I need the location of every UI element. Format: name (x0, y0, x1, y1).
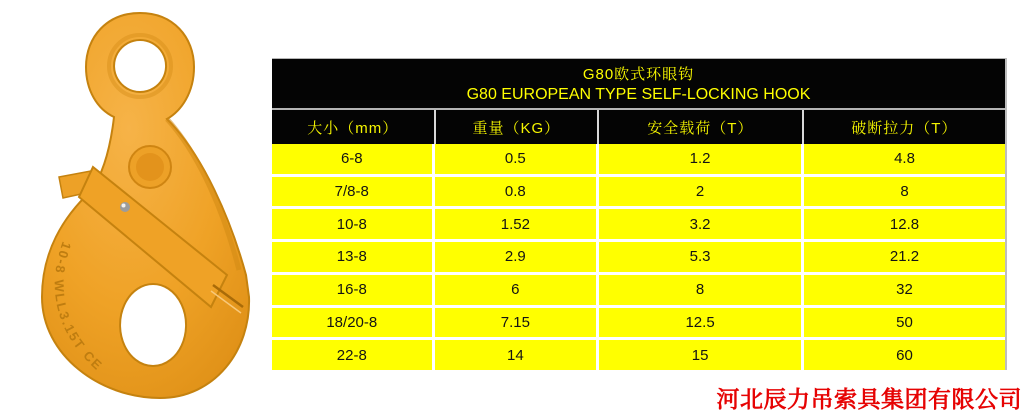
product-photo-hook-icon (15, 5, 265, 410)
table-cell: 16-8 (272, 275, 432, 305)
column-header: 重量（KG） (434, 110, 598, 144)
table-cell: 18/20-8 (272, 308, 432, 338)
company-name: 河北辰力吊索具集团有限公司 (716, 387, 1022, 412)
table-row (272, 144, 1005, 174)
table-cell: 0.8 (435, 177, 597, 207)
table-cell: 12.5 (599, 308, 801, 338)
table-title (272, 59, 1005, 110)
table-cell: 22-8 (272, 340, 432, 370)
table-cell: 4.8 (804, 144, 1005, 174)
table-row (272, 340, 1005, 370)
table-row (272, 308, 1005, 338)
column-header: 安全载荷（T） (597, 110, 801, 144)
table-cell: 1.52 (435, 209, 597, 239)
table-cell: 0.5 (435, 144, 597, 174)
table-cell: 2.9 (435, 242, 597, 272)
table-cell: 6 (435, 275, 597, 305)
table-cell: 21.2 (804, 242, 1005, 272)
hook-embossed-text: 10-8 WLL3.15T CE (51, 240, 107, 374)
table-cell: 3.2 (599, 209, 801, 239)
table-cell: 8 (804, 177, 1005, 207)
table-row (272, 209, 1005, 239)
table-cell: 1.2 (599, 144, 801, 174)
table-row (272, 275, 1005, 305)
spec-table (272, 58, 1007, 370)
column-header: 破断拉力（T） (802, 110, 1005, 144)
table-cell: 15 (599, 340, 801, 370)
latch-pin (120, 202, 130, 212)
table-row (272, 177, 1005, 207)
latch-pin-highlight (122, 204, 126, 208)
table-cell: 5.3 (599, 242, 801, 272)
table-cell: 2 (599, 177, 801, 207)
table-cell: 8 (599, 275, 801, 305)
table-row (272, 242, 1005, 272)
table-cell: 12.8 (804, 209, 1005, 239)
column-header: 大小（mm） (307, 119, 399, 137)
table-title-cn: G80欧式环眼钩 (582, 66, 695, 83)
table-cell: 10-8 (272, 209, 432, 239)
table-cell: 7/8-8 (272, 177, 432, 207)
table-cell: 32 (804, 275, 1005, 305)
eye-inner-shadow (109, 35, 171, 97)
table-title-en: G80 EUROPEAN TYPE SELF-LOCKING HOOK (466, 86, 811, 103)
table-cell: 50 (804, 308, 1005, 338)
table-header-row (272, 110, 1005, 144)
table-cell: 6-8 (272, 144, 432, 174)
table-cell: 13-8 (272, 242, 432, 272)
table-cell: 14 (435, 340, 597, 370)
table-cell: 7.15 (435, 308, 597, 338)
table-body (272, 144, 1005, 370)
table-cell: 60 (804, 340, 1005, 370)
pivot-boss-inner (136, 153, 164, 181)
